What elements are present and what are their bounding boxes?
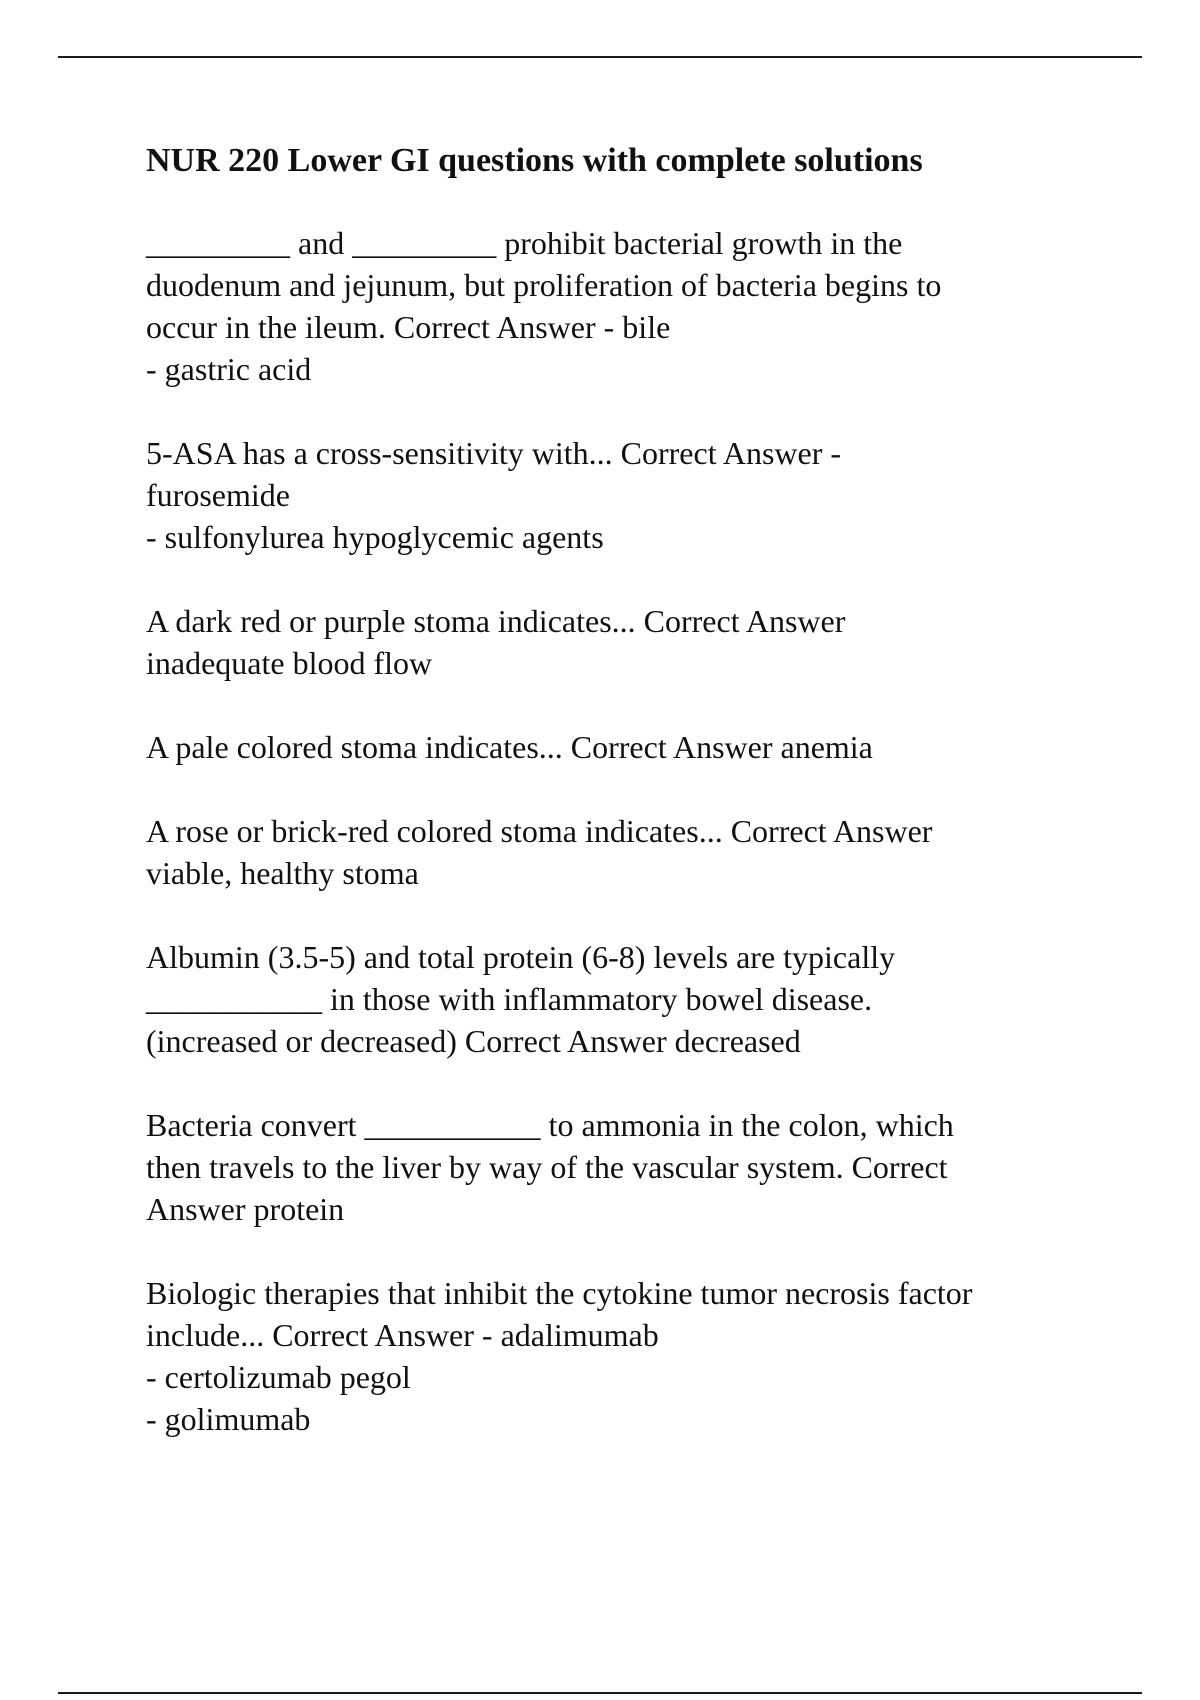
text-line: Albumin (3.5-5) and total protein (6-8) levels are typically: [146, 939, 896, 975]
qa-text: [146, 726, 1106, 768]
text-line: 5-ASA has a cross-sensitivity with... Correct Answer -: [146, 435, 842, 471]
qa-item: [146, 936, 1106, 1062]
text-line: - sulfonylurea hypoglycemic agents: [146, 519, 604, 555]
text-line: occur in the ileum. Correct Answer - bile: [146, 309, 671, 345]
document-title: NUR 220 Lower GI questions with complete solutions: [146, 142, 923, 179]
text-line: A rose or brick-red colored stoma indicates... Correct Answer: [146, 813, 933, 849]
text-line: Bacteria convert ___________ to ammonia in the colon, which: [146, 1107, 954, 1143]
text-line: A dark red or purple stoma indicates... Correct Answer: [146, 603, 846, 639]
text-line: A pale colored stoma indicates... Correct Answer anemia: [146, 729, 873, 765]
qa-text: [146, 432, 1106, 558]
text-line: - certolizumab pegol: [146, 1359, 411, 1395]
text-line: duodenum and jejunum, but proliferation of bacteria begins to: [146, 267, 942, 303]
text-line: furosemide: [146, 477, 290, 513]
qa-text: [146, 222, 1106, 390]
text-line: - golimumab: [146, 1401, 311, 1437]
text-line: then travels to the liver by way of the vascular system. Correct: [146, 1149, 948, 1185]
qa-text: [146, 1104, 1106, 1230]
top-divider: [58, 56, 1142, 58]
qa-text: [146, 600, 1106, 684]
qa-item: [146, 600, 1106, 684]
text-line: Biologic therapies that inhibit the cytokine tumor necrosis factor: [146, 1275, 973, 1311]
qa-item: [146, 1104, 1106, 1230]
document-body: [146, 140, 1106, 1482]
text-line: _________ and _________ prohibit bacterial growth in the: [146, 225, 903, 261]
text-line: Answer protein: [146, 1191, 345, 1227]
text-line: include... Correct Answer - adalimumab: [146, 1317, 659, 1353]
qa-text: [146, 810, 1106, 894]
bottom-divider: [58, 1692, 1142, 1694]
qa-item: [146, 810, 1106, 894]
qa-item: [146, 222, 1106, 390]
text-line: - gastric acid: [146, 351, 312, 387]
text-line: ___________ in those with inflammatory bowel disease.: [146, 981, 873, 1017]
qa-item: [146, 1272, 1106, 1440]
qa-item: [146, 432, 1106, 558]
qa-text: [146, 1272, 1106, 1440]
text-line: viable, healthy stoma: [146, 855, 419, 891]
text-line: inadequate blood flow: [146, 645, 433, 681]
qa-item: [146, 726, 1106, 768]
qa-text: [146, 936, 1106, 1062]
text-line: (increased or decreased) Correct Answer decreased: [146, 1023, 801, 1059]
